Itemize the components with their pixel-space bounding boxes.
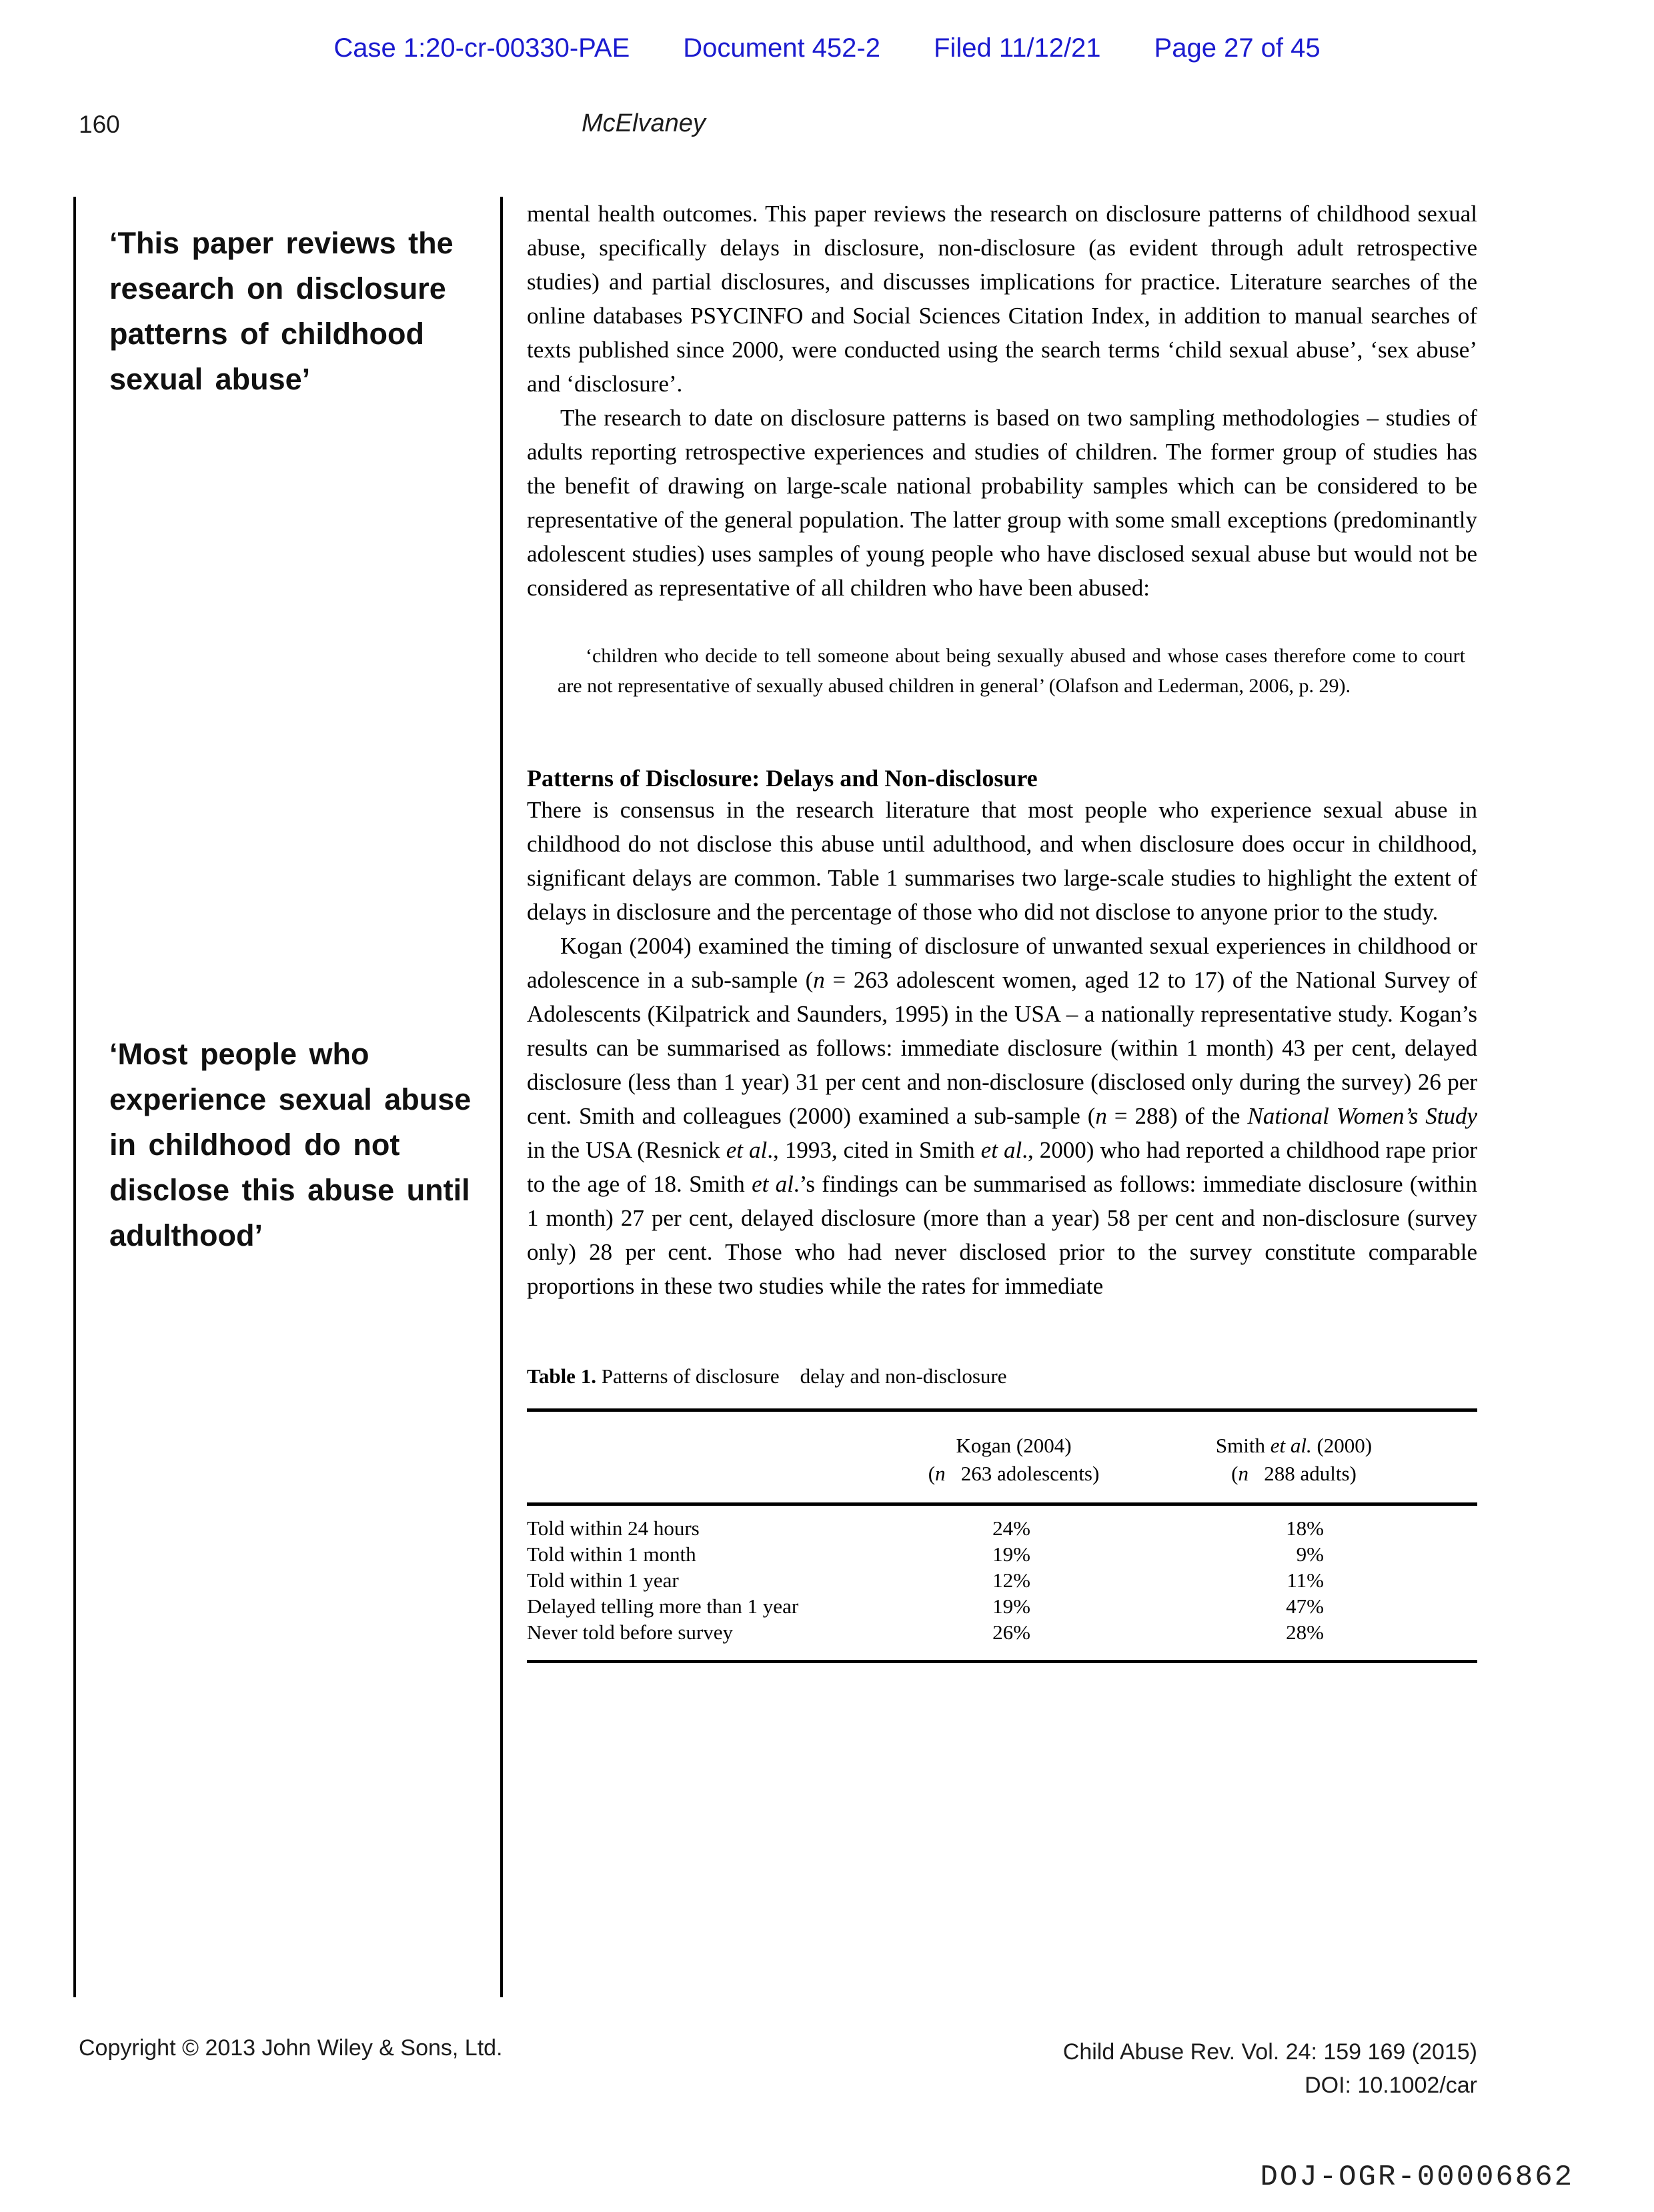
doi-line: DOI: 10.1002/car [1305,2073,1477,2098]
filed-date: Filed 11/12/21 [934,33,1101,63]
content-block [73,197,1477,2011]
table-caption-text: Patterns of disclosure delay and non-disclosure [601,1364,1007,1388]
journal-volume-line: Child Abuse Rev. Vol. 24: 159 169 (2015) [1062,2039,1477,2065]
table-header-row [527,1412,1477,1502]
page-number: 160 [79,111,120,138]
row-label: Never told before survey [527,1620,734,1644]
table-row [527,1541,1477,1567]
table-body [527,1506,1477,1660]
page-count: Page 27 of 45 [1154,33,1321,63]
copyright-line: Copyright © 2013 John Wiley & Sons, Ltd. [79,2035,503,2061]
document-number: Document 452-2 [683,33,880,63]
kogan-value: 19% [992,1594,1030,1618]
journal-reference [1063,2035,1477,2102]
kogan-header-line1: Kogan (2004) [956,1434,1072,1457]
table-row [527,1619,1477,1645]
column-header-smith [1154,1432,1434,1488]
table-caption-label: Table 1. [527,1364,596,1388]
court-stamp-header [0,33,1654,63]
column-divider-rule [500,197,503,1997]
table-caption [527,1363,1477,1390]
kogan-value: 26% [992,1620,1030,1644]
column-header-kogan [874,1432,1154,1488]
paragraph-1: mental health outcomes. This paper reviews the research on disclosure patterns of childhood sexual abuse, specifically delays in disclosure, non-disclosure (as evident through adult retrospective studies) and partial disclosures, and discusses implications for practice. Literature searches of the online databases PSYCINFO and Social Sciences Citation Index, in addition to manual searches of texts published since 2000, were conducted using the search terms ‘child sexual abuse’, ‘sex abuse’ and ‘disclosure’. [527,201,1477,397]
row-label: Told within 1 month [527,1542,696,1566]
section-heading: Patterns of Disclosure: Delays and Non-disclosure [527,765,1038,792]
smith-value: 28% [1286,1620,1324,1644]
table-row [527,1515,1477,1541]
paragraph-4: Kogan (2004) examined the timing of disclosure of unwanted sexual experiences in childhood or adolescence in a sub-sample (n = 263 adolescent women, aged 12 to 17) of the National Survey of Adolescents (Kilpatrick and Saunders, 1995) in the USA – a nationally representative study. Kogan’s results can be summarised as follows: immediate disclosure (within 1 month) 43 per cent, delayed disclosure (less than 1 year) 31 per cent and non-disclosure (disclosed only during the survey) 26 per cent. Smith and colleagues (2000) examined a sub-sample (n = 288) of the National Women’s Study in the USA (Resnick et al., 1993, cited in Smith et al., 2000) who had reported a childhood rape prior to the age of 18. Smith et al.’s findings can be summarised as follows: immediate disclosure (within 1 month) 27 per cent, delayed disclosure (more than a year) 58 per cent and non-disclosure (survey only) 28 per cent. Those who had never disclosed prior to the survey constitute comparable proportions in these two studies while the rates for immediate [527,933,1478,1299]
pull-quote-2: ‘Most people who experience sexual abuse in childhood do not disclose this abuse until adulthood’ [109,1037,472,1252]
kogan-value: 12% [992,1568,1030,1592]
kogan-header-line2: (n 263 adolescents) [928,1462,1100,1485]
case-number: Case 1:20-cr-00330-PAE [333,33,630,63]
smith-value: 18% [1286,1516,1324,1540]
table-row [527,1593,1477,1619]
table-rule-bottom [527,1660,1477,1663]
row-label: Told within 24 hours [527,1516,700,1540]
kogan-value: 19% [992,1542,1030,1566]
table-row [527,1567,1477,1593]
smith-value: 47% [1286,1594,1324,1618]
smith-header-line1: Smith et al. (2000) [1215,1434,1373,1457]
pull-quote-1: ‘This paper reviews the research on disclosure patterns of childhood sexual abuse’ [109,226,454,396]
row-label: Delayed telling more than 1 year [527,1594,799,1618]
smith-header-line2: (n 288 adults) [1231,1462,1357,1485]
block-quote: ‘children who decide to tell someone about being sexually abused and whose cases therefore come to court are not representative of sexually abused children in general’ (Olafson and Lederman, 2006, p. 29). [558,645,1465,697]
paragraph-2: The research to date on disclosure patterns is based on two sampling methodologies – studies of adults reporting retrospective experiences and studies of children. The former group of studies has the benefit of drawing on large-scale national probability samples which can be considered to be representative of the general population. The latter group with some small exceptions (predominantly adolescent studies) uses samples of young people who have disclosed sexual abuse but would not be considered as representative of all children who have been abused: [527,405,1477,601]
smith-value: 11% [1287,1568,1324,1592]
kogan-value: 24% [992,1516,1030,1540]
table-1 [527,1363,1477,1663]
paragraph-3: There is consensus in the research literature that most people who experience sexual abuse in childhood do not disclose this abuse until adulthood, and when disclosure does occur in childhood, significant delays are common. Table 1 summarises two large-scale studies to highlight the extent of delays in disclosure and the percentage of those who did not disclose to anyone prior to the study. [527,797,1477,925]
body-column [527,197,1477,1663]
row-label: Told within 1 year [527,1568,679,1592]
smith-value: 9% [1296,1542,1324,1566]
left-vertical-rule [73,197,76,1997]
header-spacer [527,1432,874,1488]
running-head-author: McElvaney [582,109,706,137]
doj-bates-stamp: DOJ-OGR-00006862 [1260,2161,1574,2194]
